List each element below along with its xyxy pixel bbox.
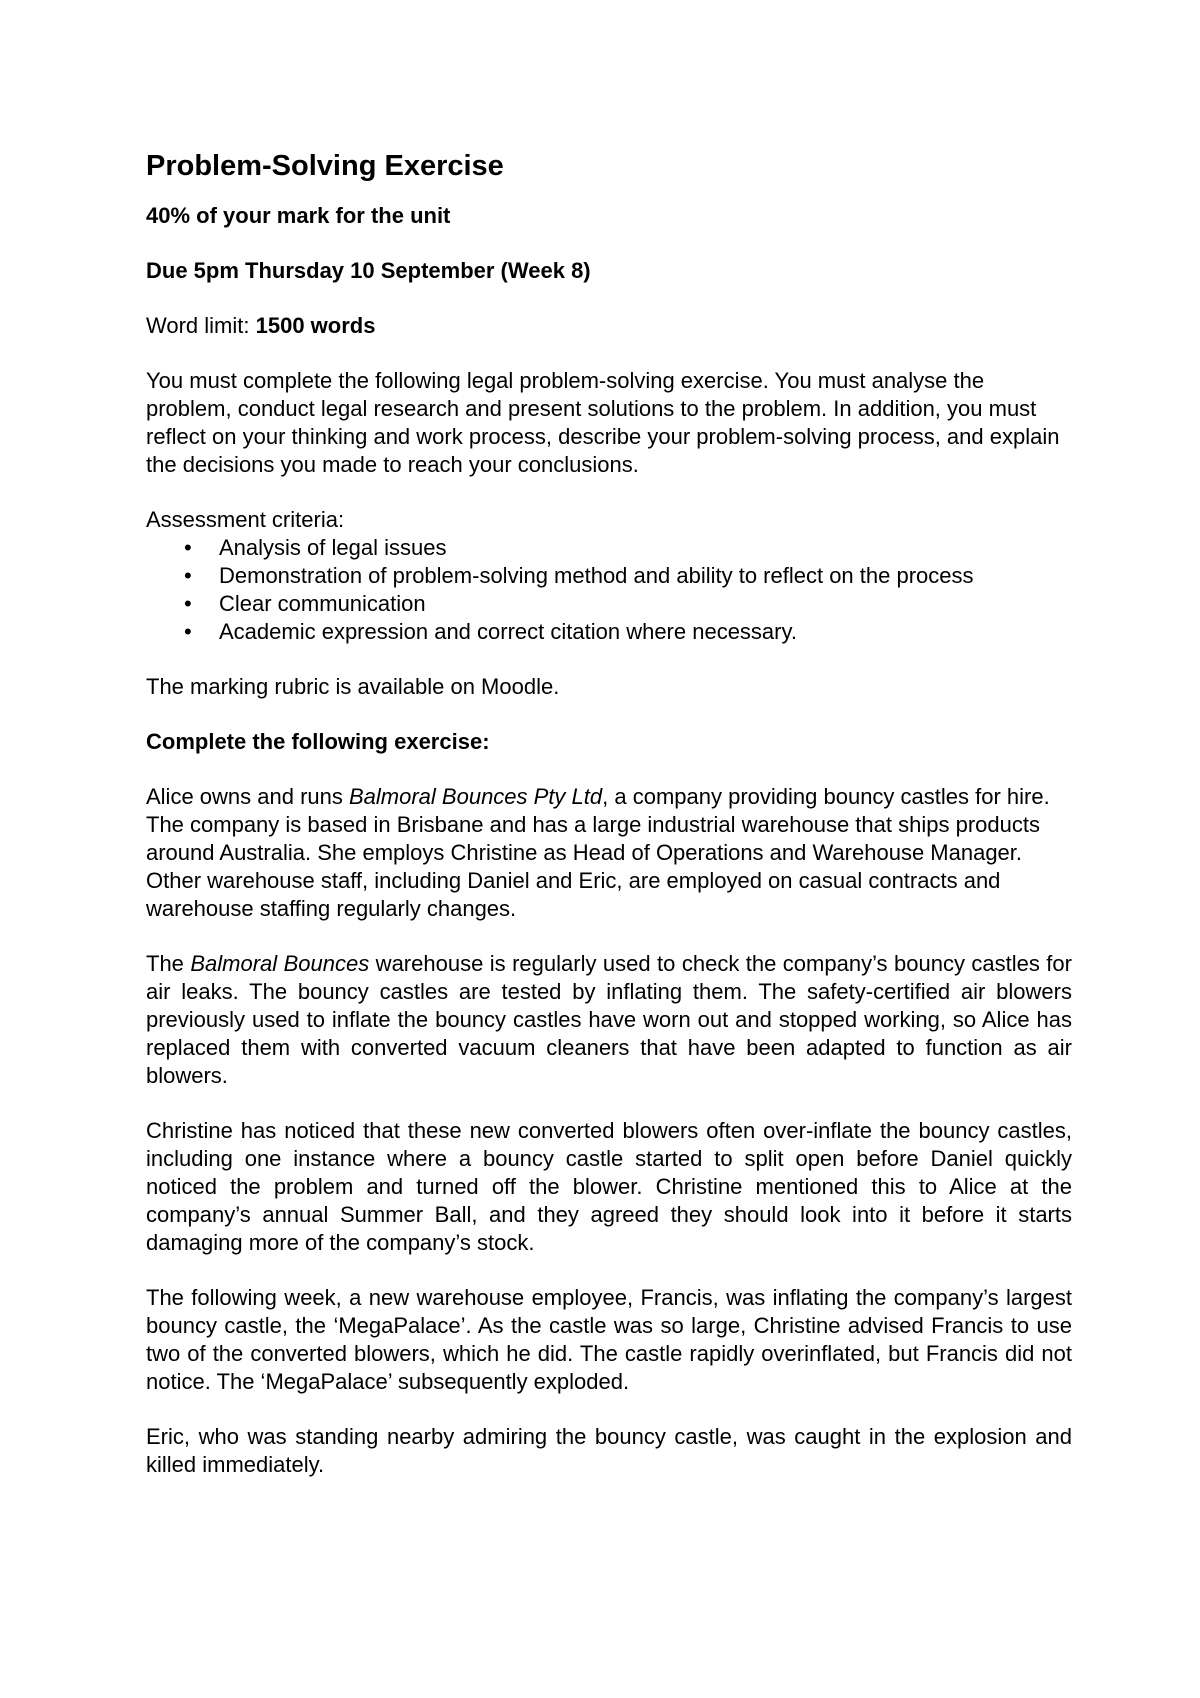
paragraph-text: warehouse is regularly used to check the company’s bouncy castles for air leaks. The bouncy castles are tested by inflating them. The safety-certified air blowers previously used to inflate the bouncy castles have worn out and stopped working, so Alice has replaced them with converted vacuum cleaners that have been adapted to function as air blowers. [146,951,1072,1088]
company-name: Balmoral Bounces [190,951,370,976]
scenario-paragraph-1 [146,783,1072,923]
bullet-icon: • [184,619,192,644]
criterion-text: Academic expression and correct citation where necessary. [219,619,797,644]
scenario-paragraph-2 [146,950,1072,1090]
word-limit-label: Word limit: [146,313,256,338]
bullet-icon: • [184,591,192,616]
assessment-criteria-heading: Assessment criteria: [146,507,345,532]
paragraph-text: , a company providing bouncy castles for hire. The company is based in Brisbane and has a large industrial warehouse that ships products around Australia. She employs Christine as Head of Operations and Warehouse Manager. Other warehouse staff, including Daniel and Eric, are employed on casual contracts and warehouse staffing regularly changes. [146,784,1050,921]
bullet-icon: • [184,535,192,560]
word-limit-line [146,312,1072,340]
scenario-paragraph-4: The following week, a new warehouse employee, Francis, was inflating the company’s largest bouncy castle, the ‘MegaPalace’. As the castle was so large, Christine advised Francis to use two of the converted blowers, which he did. The castle rapidly overinflated, but Francis did not notice. The ‘MegaPalace’ subsequently exploded. [146,1285,1072,1394]
scenario-paragraph-5: Eric, who was standing nearby admiring the bouncy castle, was caught in the explosion and killed immediately. [146,1424,1072,1477]
list-item [146,590,1072,618]
page-title: Problem-Solving Exercise [146,150,504,182]
due-date-line: Due 5pm Thursday 10 September (Week 8) [146,258,591,283]
bullet-icon: • [184,563,192,588]
criterion-text: Demonstration of problem-solving method and ability to reflect on the process [219,563,974,588]
rubric-line: The marking rubric is available on Moodle. [146,674,560,699]
intro-paragraph: You must complete the following legal problem-solving exercise. You must analyse the problem, conduct legal research and present solutions to the problem. In addition, you must reflect on your thinking and work process, describe your problem-solving process, and explain the decisions you made to reach your conclusions. [146,368,1060,477]
list-item [146,534,1072,562]
paragraph-text: The [146,951,191,976]
criterion-text: Analysis of legal issues [219,535,447,560]
assessment-criteria-list [146,534,1072,646]
criterion-text: Clear communication [219,591,426,616]
scenario-paragraph-3: Christine has noticed that these new converted blowers often over-inflate the bouncy castles, including one instance where a bouncy castle started to split open before Daniel quickly noticed the problem and turned off the blower. Christine mentioned this to Alice at the company’s annual Summer Ball, and they agreed they should look into it before it starts damaging more of the company’s stock. [146,1118,1072,1255]
weighting-line: 40% of your mark for the unit [146,203,451,228]
exercise-heading: Complete the following exercise: [146,729,490,754]
word-limit-value: 1500 words [255,313,376,338]
paragraph-text: Alice owns and runs [146,784,349,809]
list-item [146,562,1072,590]
list-item [146,618,1072,646]
company-name: Balmoral Bounces Pty Ltd [349,784,603,809]
